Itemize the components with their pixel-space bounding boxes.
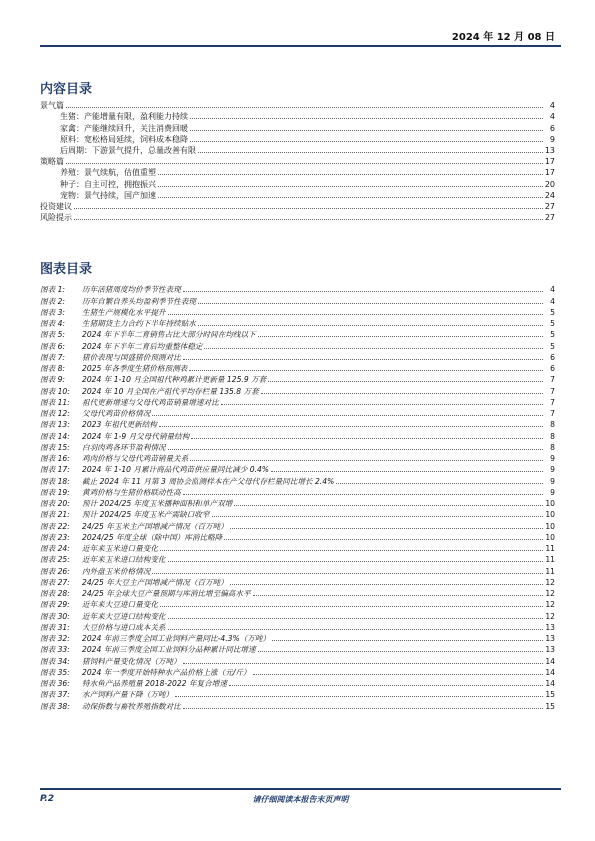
figure-number: 图表 23: xyxy=(40,532,70,542)
figure-title: 预计 2024/25 年度玉米播种面积和单产双增 xyxy=(82,499,233,508)
figure-title: 2024/25 年度全球（除中国）库消比略降 xyxy=(82,532,223,542)
toc-entry[interactable] xyxy=(40,212,555,223)
dot-leader xyxy=(152,415,543,416)
figure-entry[interactable] xyxy=(40,363,555,374)
dot-leader xyxy=(190,460,543,461)
figure-number: 图表 27: xyxy=(40,577,70,587)
dot-leader xyxy=(221,404,543,405)
figure-title: 特水鱼产品养殖量 2018-2022 年复合增速 xyxy=(82,679,227,688)
figure-entry[interactable] xyxy=(40,667,555,678)
toc-entry[interactable] xyxy=(40,156,555,167)
figure-title: 2023 年祖代更新结构 xyxy=(82,420,157,430)
dot-leader xyxy=(168,618,543,619)
dot-leader xyxy=(268,381,543,382)
dot-leader xyxy=(152,573,543,574)
figure-number: 图表 36: xyxy=(40,679,70,688)
dot-leader xyxy=(183,663,543,664)
toc-entry-text: 生猪：产能增量有限，盈利能力持续 xyxy=(60,112,188,122)
figure-page: 5 xyxy=(550,307,555,317)
dot-leader xyxy=(160,550,543,551)
figure-number: 图表 19: xyxy=(40,487,70,497)
figure-entry[interactable] xyxy=(40,554,555,565)
figure-title: 生猪期货主力合约下半年持续贴水 xyxy=(82,319,196,328)
figure-entry[interactable] xyxy=(40,700,555,711)
figure-title: 2025 年各季度生猪价格预测表 xyxy=(82,364,188,373)
figure-number: 图表 4: xyxy=(40,319,65,328)
toc-entry-page: 13 xyxy=(544,145,555,155)
figure-page: 13 xyxy=(545,645,555,655)
dot-leader xyxy=(271,471,543,472)
figure-number: 图表 34: xyxy=(40,656,70,666)
dot-leader xyxy=(204,348,543,349)
figure-page: 11 xyxy=(545,566,555,576)
figure-number: 图表 13: xyxy=(40,420,70,430)
dot-leader xyxy=(198,325,543,326)
figure-title: 24/25 年玉米主产国增减产情况（百万吨） xyxy=(82,521,228,531)
figure-entry[interactable] xyxy=(40,453,555,464)
figure-title: 生猪生产规模化水平提升 xyxy=(82,307,166,317)
toc-entry[interactable] xyxy=(40,145,555,156)
figure-page: 7 xyxy=(550,409,555,418)
figure-title: 2024 年一季度开始特种水产品价格上涨（元/斤） xyxy=(82,667,251,677)
dot-leader xyxy=(168,561,543,562)
figure-entry[interactable] xyxy=(40,329,555,340)
figure-title: 猪饲料产量变化情况（万吨） xyxy=(82,656,181,666)
toc-entry-text: 风险提示 xyxy=(40,213,72,223)
figure-page: 7 xyxy=(550,386,555,396)
toc-entry[interactable] xyxy=(40,134,555,145)
dot-leader xyxy=(190,141,543,142)
figure-page: 5 xyxy=(550,330,555,340)
dot-leader xyxy=(198,152,543,153)
toc-entry-text: 原料：宽松格局延续，饲料成本稳降 xyxy=(60,134,188,144)
figure-title: 大豆价格与进口成本关系 xyxy=(82,622,166,632)
figure-entry[interactable] xyxy=(40,678,555,689)
figure-entry[interactable] xyxy=(40,655,555,666)
figure-title: 历年活猪周度均价季节性表现 xyxy=(82,285,181,295)
toc-entry-page: 27 xyxy=(544,201,555,211)
figure-title: 近年来大豆进口结构变化 xyxy=(82,611,166,621)
figure-entry[interactable] xyxy=(40,284,555,295)
toc-entry-text: 宠物：景气持续，国产加速 xyxy=(60,190,156,200)
figure-page: 6 xyxy=(550,364,555,373)
toc-entry-text: 投资建议 xyxy=(40,201,72,211)
toc-entry-text: 策略篇 xyxy=(40,157,64,167)
dot-leader xyxy=(183,708,543,709)
figure-number: 图表 17: xyxy=(40,465,70,475)
figure-page: 9 xyxy=(550,454,555,463)
figure-page: 4 xyxy=(550,296,555,306)
dot-leader xyxy=(168,449,543,450)
dot-leader xyxy=(253,674,543,675)
figure-page: 13 xyxy=(545,634,555,643)
figure-title: 24/25 年大豆主产国增减产情况（百万吨） xyxy=(82,577,228,587)
figures-list xyxy=(40,284,555,712)
figure-entry[interactable] xyxy=(40,419,555,430)
figure-entry[interactable] xyxy=(40,385,555,396)
figure-page: 14 xyxy=(545,667,555,677)
dot-leader xyxy=(183,359,543,360)
figure-entry[interactable] xyxy=(40,577,555,588)
figure-title: 祖代更新增速与父母代鸡苗销量增速对比 xyxy=(82,397,219,407)
figure-title: 黄鸡价格与生猪价格联动性高 xyxy=(82,487,181,497)
figure-page: 12 xyxy=(545,611,555,621)
figure-entry[interactable] xyxy=(40,689,555,700)
dot-leader xyxy=(160,606,543,607)
figure-page: 12 xyxy=(545,589,555,598)
figure-page: 15 xyxy=(545,690,555,700)
figure-title: 历年自繁自养头均盈利季节性表现 xyxy=(82,296,196,306)
figure-entry[interactable] xyxy=(40,520,555,531)
toc-entry[interactable] xyxy=(40,190,555,201)
figure-number: 图表 26: xyxy=(40,566,70,576)
figure-entry[interactable] xyxy=(40,588,555,599)
figure-title: 2024 年下半年二育后均重整体稳定 xyxy=(82,341,203,351)
dot-leader xyxy=(158,197,543,198)
figure-number: 图表 28: xyxy=(40,589,70,598)
figure-number: 图表 14: xyxy=(40,431,70,441)
figure-entry[interactable] xyxy=(40,374,555,385)
figure-entry[interactable] xyxy=(40,295,555,306)
dot-leader xyxy=(183,494,543,495)
figure-page: 8 xyxy=(550,420,555,430)
figure-title: 近年来大豆进口量变化 xyxy=(82,600,158,610)
toc-entry-page: 20 xyxy=(544,179,555,189)
figure-number: 图表 31: xyxy=(40,622,70,632)
figure-entry[interactable] xyxy=(40,352,555,363)
figure-number: 图表 18: xyxy=(40,476,70,486)
figure-page: 10 xyxy=(545,521,555,531)
figure-entry[interactable] xyxy=(40,599,555,610)
toc-entry-page: 24 xyxy=(544,190,555,200)
toc-entry-page: 4 xyxy=(549,101,555,111)
dot-leader xyxy=(258,336,543,337)
figure-number: 图表 24: xyxy=(40,544,70,553)
dot-leader xyxy=(190,130,543,131)
dot-leader xyxy=(159,426,543,427)
figure-number: 图表 37: xyxy=(40,690,70,700)
dot-leader xyxy=(66,163,543,164)
figure-title: 近年来玉米进口结构变化 xyxy=(82,555,166,565)
figure-entry[interactable] xyxy=(40,430,555,441)
figure-title: 截止 2024 年 11 月第 3 周协会监测样本在产父母代存栏量同比增长 2.4% xyxy=(82,476,335,486)
dot-leader xyxy=(66,107,543,108)
figure-entry[interactable] xyxy=(40,498,555,509)
figure-page: 9 xyxy=(550,465,555,475)
figure-title: 2024 年 1-10 月累计商品代鸡苗供应量同比减少 0.4% xyxy=(82,465,270,475)
disclaimer-link[interactable]: 请仔细阅读本报告末页声明 xyxy=(252,795,349,804)
toc-entry-text: 家禽：产能继续回升，关注消费回暖 xyxy=(60,123,188,133)
figure-page: 5 xyxy=(550,319,555,328)
page-footer xyxy=(40,788,561,804)
figure-number: 图表 5: xyxy=(40,330,65,340)
figure-number: 图表 35: xyxy=(40,667,70,677)
figure-number: 图表 6: xyxy=(40,341,65,351)
dot-leader xyxy=(234,505,543,506)
header-rule xyxy=(40,45,561,47)
figure-title: 2024 年 1-10 月全国祖代种鸡累计更新量 125.9 万套 xyxy=(82,375,267,385)
figure-entry[interactable] xyxy=(40,307,555,318)
figure-title: 鸡肉价格与父母代鸡苗销量关系 xyxy=(82,454,189,463)
dot-leader xyxy=(189,370,543,371)
figure-number: 图表 2: xyxy=(40,296,65,306)
figure-page: 11 xyxy=(545,544,555,553)
dot-leader xyxy=(229,685,543,686)
figure-number: 图表 33: xyxy=(40,645,70,655)
figure-title: 白羽肉鸡各环节盈利情况 xyxy=(82,442,166,452)
figure-page: 6 xyxy=(550,352,555,362)
contents-title: 内容目录 xyxy=(40,82,93,97)
dot-leader xyxy=(224,539,543,540)
figure-entry[interactable] xyxy=(40,318,555,329)
dot-leader xyxy=(253,595,543,596)
figure-entry[interactable] xyxy=(40,464,555,475)
dot-leader xyxy=(158,174,543,175)
toc-entry-page: 27 xyxy=(544,213,555,223)
figure-number: 图表 29: xyxy=(40,600,70,610)
page-number: P.2 xyxy=(40,794,54,804)
toc-entry-text: 种子：自主可控，拥抱振兴 xyxy=(60,179,156,189)
figure-page: 10 xyxy=(545,532,555,542)
figure-entry[interactable] xyxy=(40,633,555,644)
toc-entry-page: 6 xyxy=(549,123,555,133)
toc-entry[interactable] xyxy=(40,201,555,212)
figure-number: 图表 30: xyxy=(40,611,70,621)
figure-entry[interactable] xyxy=(40,644,555,655)
figure-number: 图表 20: xyxy=(40,499,70,508)
figure-number: 图表 25: xyxy=(40,555,70,565)
dot-leader xyxy=(168,314,543,315)
figure-entry[interactable] xyxy=(40,543,555,554)
figure-title: 24/25 年全球大豆产量预期与库消比增至偏高水平 xyxy=(82,589,251,598)
figure-title: 2024 年前三季度全国工业饲料产量同比-4.3%（万吨） xyxy=(82,634,271,643)
toc-entry[interactable] xyxy=(40,100,555,111)
figure-page: 13 xyxy=(545,622,555,632)
figure-page: 4 xyxy=(550,285,555,295)
figure-number: 图表 16: xyxy=(40,454,70,463)
figure-page: 12 xyxy=(545,577,555,587)
figure-page: 9 xyxy=(550,487,555,497)
toc-entry-text: 养殖：景气续航，估值重塑 xyxy=(60,168,156,178)
figure-entry[interactable] xyxy=(40,475,555,486)
figure-number: 图表 1: xyxy=(40,285,65,295)
figure-entry[interactable] xyxy=(40,442,555,453)
figure-number: 图表 22: xyxy=(40,521,70,531)
figure-title: 2024 年 1-9 月父母代销量结构 xyxy=(82,431,190,441)
toc-entry[interactable] xyxy=(40,167,555,178)
dot-leader xyxy=(74,208,543,209)
figure-title: 内外盘玉米价格情况 xyxy=(82,566,151,576)
figure-title: 2024 年前三季度全国工业饲料分品种累计同比增速 xyxy=(82,645,256,655)
toc-entry-page: 17 xyxy=(544,168,555,178)
dot-leader xyxy=(272,640,543,641)
dot-leader xyxy=(198,303,543,304)
figure-entry[interactable] xyxy=(40,397,555,408)
figure-entry[interactable] xyxy=(40,622,555,633)
figure-page: 11 xyxy=(545,555,555,565)
figure-entry[interactable] xyxy=(40,565,555,576)
figure-page: 15 xyxy=(545,701,555,711)
figure-number: 图表 9: xyxy=(40,375,65,385)
figure-entry[interactable] xyxy=(40,408,555,419)
figure-number: 图表 38: xyxy=(40,701,70,711)
figure-page: 5 xyxy=(550,341,555,351)
figure-page: 9 xyxy=(550,476,555,486)
toc-entry[interactable] xyxy=(40,122,555,133)
dot-leader xyxy=(230,584,543,585)
dot-leader xyxy=(183,291,543,292)
figures-title: 图表目录 xyxy=(40,262,93,277)
toc-entry-page: 17 xyxy=(544,157,555,167)
figure-title: 父母代鸡苗价格情况 xyxy=(82,409,151,418)
figure-number: 图表 8: xyxy=(40,364,65,373)
toc-entry-text: 后周期：下游景气提升，总量改善有限 xyxy=(60,145,196,155)
dot-leader xyxy=(74,219,543,220)
figure-number: 图表 7: xyxy=(40,352,65,362)
toc-entry-page: 4 xyxy=(549,112,555,122)
figure-page: 8 xyxy=(550,442,555,452)
figure-title: 动保指数与畜牧养殖指数对比 xyxy=(82,701,181,711)
dot-leader xyxy=(168,629,543,630)
dot-leader xyxy=(175,696,543,697)
toc-entry[interactable] xyxy=(40,178,555,189)
figure-title: 猪价表现与国盛猪价预测对比 xyxy=(82,352,181,362)
figure-title: 近年来玉米进口量变化 xyxy=(82,544,158,553)
figure-page: 14 xyxy=(545,656,555,666)
figure-number: 图表 15: xyxy=(40,442,70,452)
figure-title: 预计 2024/25 年度玉米产需缺口收窄 xyxy=(82,510,210,520)
figure-page: 10 xyxy=(545,510,555,520)
dot-leader xyxy=(212,516,544,517)
figure-entry[interactable] xyxy=(40,610,555,621)
figure-page: 8 xyxy=(550,431,555,441)
dot-leader xyxy=(191,438,543,439)
figure-page: 7 xyxy=(550,375,555,385)
figure-page: 7 xyxy=(550,397,555,407)
figure-entry[interactable] xyxy=(40,532,555,543)
toc-entry[interactable] xyxy=(40,111,555,122)
figure-number: 图表 3: xyxy=(40,307,65,317)
dot-leader xyxy=(261,393,543,394)
dot-leader xyxy=(158,186,543,187)
figure-page: 10 xyxy=(545,499,555,508)
figure-page: 12 xyxy=(545,600,555,610)
dot-leader xyxy=(230,528,543,529)
figure-number: 图表 32: xyxy=(40,634,70,643)
report-date: 2024 年 12 月 08 日 xyxy=(451,32,555,43)
figure-title: 水产饲料产量下降（万吨） xyxy=(82,690,174,700)
figure-number: 图表 12: xyxy=(40,409,70,418)
dot-leader xyxy=(258,651,543,652)
figure-page: 14 xyxy=(545,679,555,688)
figure-entry[interactable] xyxy=(40,509,555,520)
figure-number: 图表 11: xyxy=(40,397,70,407)
figure-entry[interactable] xyxy=(40,487,555,498)
toc-entry-page: 9 xyxy=(549,134,555,144)
dot-leader xyxy=(336,483,543,484)
toc-entry-text: 景气篇 xyxy=(40,101,64,111)
figure-number: 图表 10: xyxy=(40,386,70,396)
contents-list xyxy=(40,100,555,223)
figure-title: 2024 年 10 月全国在产祖代平均存栏量 135.8 万套 xyxy=(82,386,259,396)
figure-title: 2024 年下半年二育销售占比大部分时间在均线以下 xyxy=(82,330,256,340)
figure-number: 图表 21: xyxy=(40,510,70,520)
dot-leader xyxy=(190,118,543,119)
figure-entry[interactable] xyxy=(40,340,555,351)
